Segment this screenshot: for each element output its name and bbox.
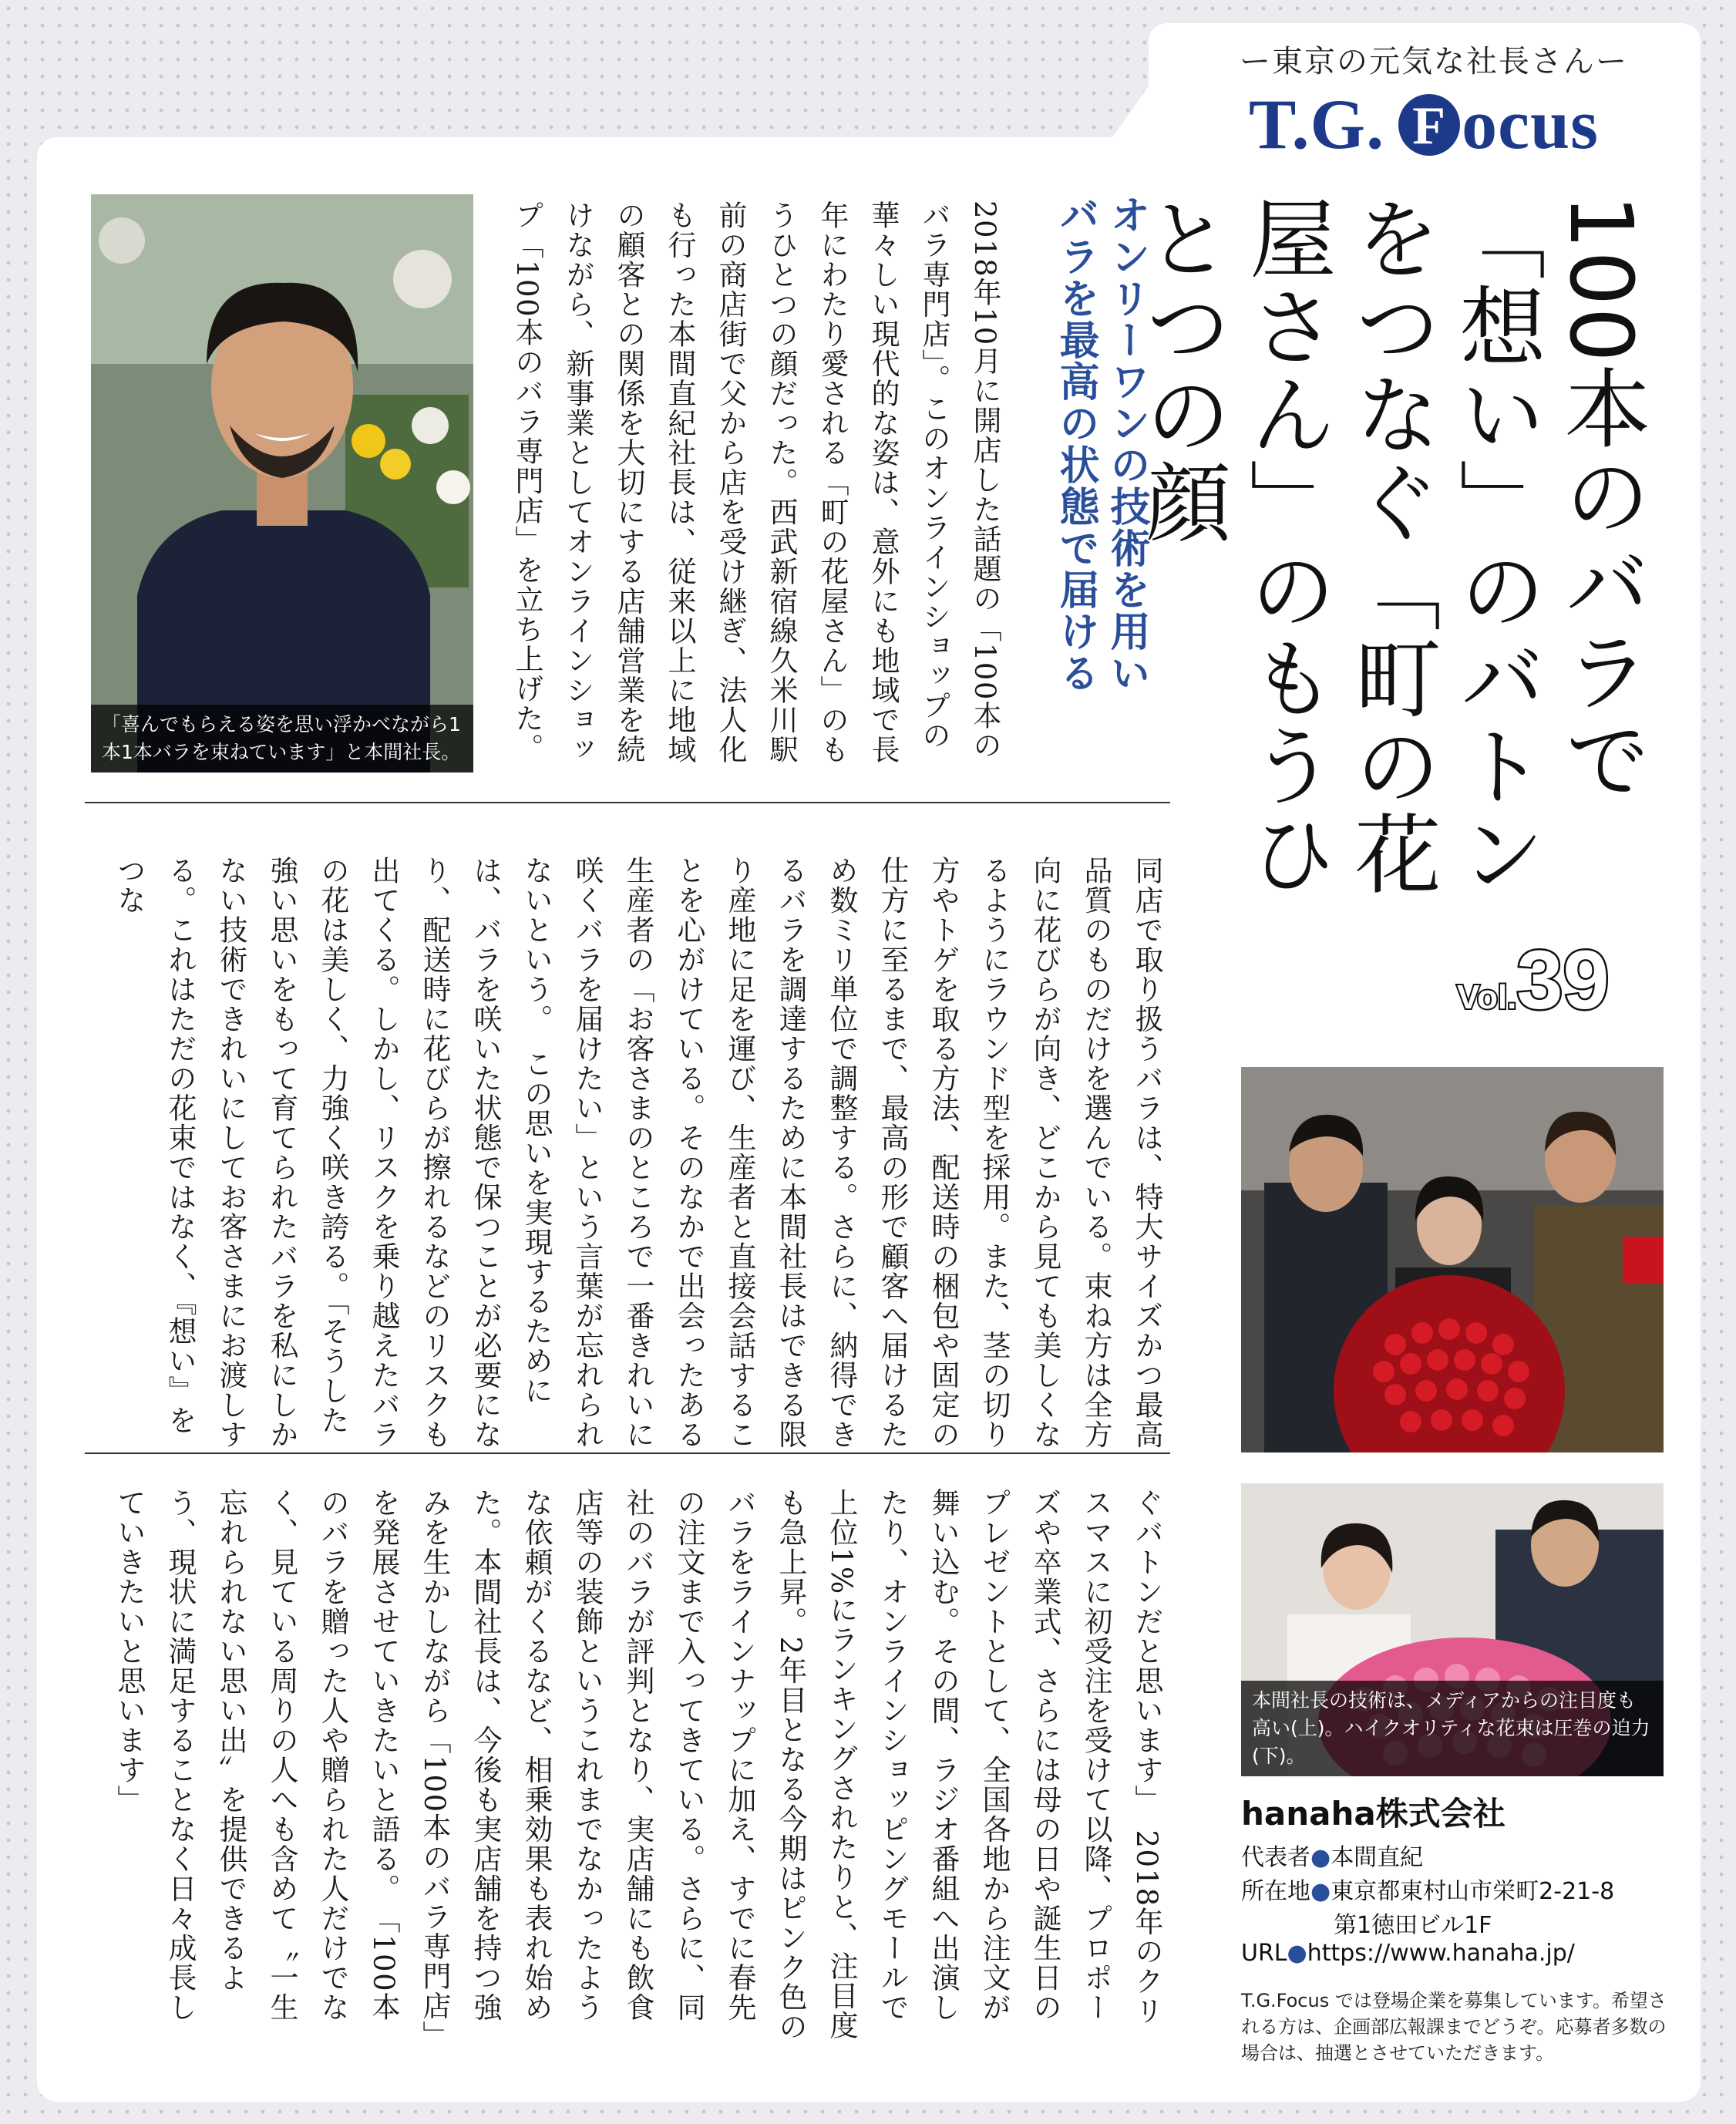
url-value[interactable]: https://www.hanaha.jp/ bbox=[1307, 1940, 1575, 1967]
rep-label: 代表者 bbox=[1241, 1844, 1310, 1871]
logo-text-post: ocus bbox=[1462, 85, 1599, 163]
portrait-caption: 「喜んでもらえる姿を思い浮かべながら1本1本バラを束ねています」と本間社長。 bbox=[91, 705, 473, 773]
logo-text-pre: T.G. bbox=[1249, 85, 1385, 163]
bullet-icon: ● bbox=[1310, 1844, 1331, 1871]
bullet-icon: ● bbox=[1287, 1940, 1307, 1967]
company-name: hanaha株式会社 bbox=[1241, 1795, 1506, 1833]
volume-prefix: Vol. bbox=[1457, 978, 1517, 1016]
bullet-icon: ● bbox=[1310, 1878, 1331, 1905]
column-divider bbox=[85, 1452, 1170, 1454]
recruitment-notice: T.G.Focus では登場企業を募集しています。希望される方は、企画部広報課までどうぞ。応募者多数の場合は、抽選とさせていただきます。 bbox=[1241, 1990, 1667, 2064]
company-url bbox=[1241, 1940, 1575, 1967]
body-text-part3: ぐバトンだと思います」 2018年のクリスマスに初受注を受けて以降、プロポーズや卒業式、さらには母の日や誕生日のプレゼントとして、全国各地から注文が舞い込む。その間、ラジオ番組へ出演したり、オンラインショッピングモールで上位1%にランキングされたりと、注目度も急上昇。2年目となる今期はピンク色のバラをラインナップに加え、すでに春先の注文まで入ってきている。さらに、同社のバラが評判となり、実店舗にも飲食店等の装飾というこれまでなかったような依頼がくるなど、相乗効果も表れ始めた。本間社長は、今後も実店舗を持つ強みを生かしながら「100本のバラ専門店」を発展させていきたいと語る。 「100本のバラを贈った人や贈られた人だけでなく、見ている周りの人へも含めて〝一生忘れられない思い出〟を提供できるよう、現状に満足することなく日々成長していきたいと思います」 bbox=[113, 1488, 1163, 2042]
company-address-line2: 第1徳田ビル1F bbox=[1334, 1912, 1492, 1939]
portrait-photo bbox=[91, 194, 473, 773]
addr-line1: 東京都東村山市栄町2-21-8 bbox=[1331, 1878, 1615, 1905]
media-illustration bbox=[1241, 1067, 1664, 1452]
column-divider bbox=[85, 802, 1170, 803]
company-address bbox=[1241, 1872, 1614, 1906]
bouquet-photo bbox=[1241, 1483, 1664, 1776]
headline: 100本のバラで「想い」のバトンをつなぐ「町の花屋さん」のもうひとつの顔 bbox=[1131, 194, 1650, 897]
body-text-part1: 2018年10月に開店した話題の「100本のバラ専門店」。このオンラインショップの華々しい現代的な姿は、意外にも地域で長年にわたり愛される「町の花屋さん」のもうひとつの顔だった。西武新宿線久米川駅前の商店街で父から店を受け継ぎ、法人化も行った本間直紀社長は、従来以上に地域の顧客との関係を大切にする店舗営業を続けながら、新事業としてオンラインショップ「100本のバラ専門店」を立ち上げた。 bbox=[510, 200, 1001, 765]
addr-label: 所在地 bbox=[1241, 1878, 1310, 1905]
volume-badge bbox=[1457, 931, 1610, 1028]
logo-f-circle: F bbox=[1398, 94, 1460, 156]
portrait-illustration bbox=[91, 194, 473, 773]
tg-focus-logo bbox=[1249, 83, 1665, 163]
body-text-part2: 同店で取り扱うバラは、特大サイズかつ最高品質のものだけを選んでいる。束ね方は全方向に花びらが向き、どこから見ても美しくなるようにラウンド型を採用。また、茎の切り方やトゲを取る方法、配送時の梱包や固定の仕方に至るまで、最高の形で顧客へ届けるため数ミリ単位で調整する。さらに、納得できるバラを調達するために本間社長はできる限り産地に足を運び、生産者と直接会話することを心がけている。そのなかで出会ったある生産者の「お客さまのところで一番きれいに咲くバラを届けたい」という言葉が忘れられないという。 この思いを実現するためには、バラを咲いた状態で保つことが必要になり、配送時に花びらが擦れるなどのリスクも出てくる。しかし、リスクを乗り越えたバラの花は美しく、力強く咲き誇る。「そうした強い思いをもって育てられたバラを私にしかない技術できれいにしてお客さまにお渡しする。これはただの花束ではなく、『想い』をつな bbox=[113, 856, 1163, 1449]
rep-value: 本間直紀 bbox=[1331, 1844, 1424, 1871]
volume-number: 39 bbox=[1516, 933, 1610, 1026]
company-representative bbox=[1241, 1838, 1423, 1872]
media-caption: 本間社長の技術は、メディアからの注目度も高い(上)。ハイクオリティな花束は圧巻の迫力(下)。 bbox=[1241, 1681, 1664, 1776]
series-kicker: ー東京の元気な社長さんー bbox=[1240, 44, 1628, 79]
lead-heading: オンリーワンの技術を用いバラを最高の状態で届ける bbox=[1052, 194, 1149, 694]
media-photo bbox=[1241, 1067, 1664, 1452]
url-label: URL bbox=[1241, 1940, 1287, 1967]
